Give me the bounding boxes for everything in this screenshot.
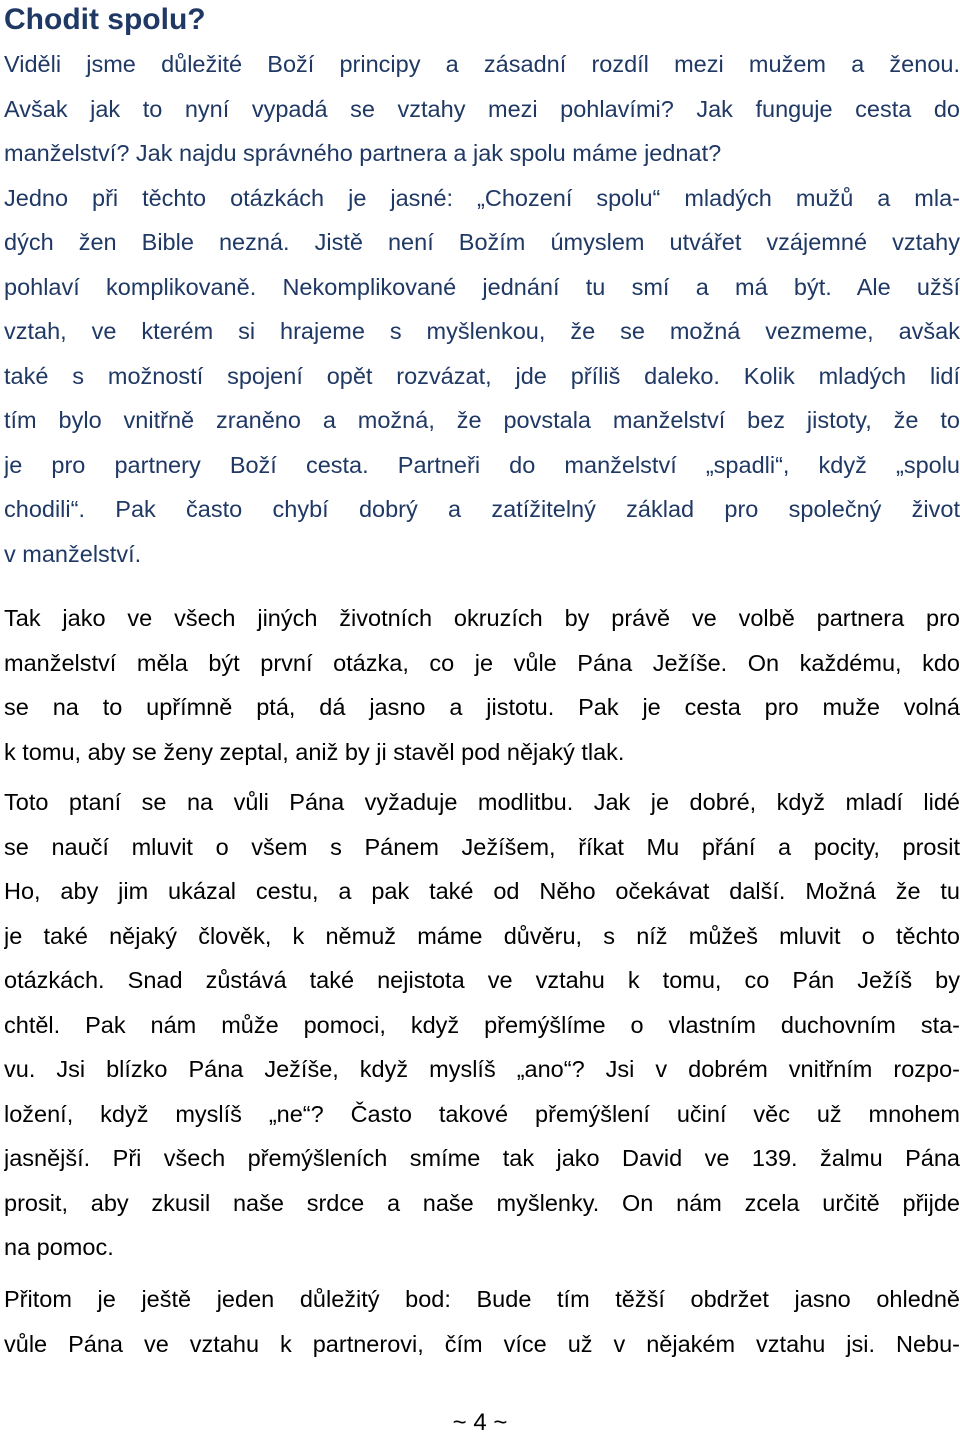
text-line: se naučí mluvit o všem s Pánem Ježíšem, říkat Mu přání a pocity, prosit bbox=[4, 833, 960, 860]
text-line: ložení, když myslíš „ne“? Často takové přemýšlení učiní věc už mnohem bbox=[4, 1100, 960, 1127]
text-line: Tak jako ve všech jiných životních okruzích by právě ve volbě partnera pro bbox=[4, 605, 960, 631]
text-line: Ho, aby jim ukázal cestu, a pak také od Něho očekávat další. Možná že tu bbox=[4, 878, 960, 904]
text-line: se na to upřímně ptá, dá jasno a jistotu. Pak je cesta pro muže volná bbox=[4, 694, 960, 720]
text-line: chtěl. Pak nám může pomoci, když přemýšlíme o vlastním duchovním sta- bbox=[4, 1011, 960, 1038]
text-line: Avšak jak to nyní vypadá se vztahy mezi pohlavími? Jak funguje cesta do bbox=[4, 95, 960, 122]
text-line: k tomu, aby se ženy zeptal, aniž by ji stavěl pod nějaký tlak. bbox=[4, 738, 625, 765]
text-line: je také nějaký člověk, k němuž máme důvěru, s níž můžeš mluvit o těchto bbox=[4, 922, 960, 949]
text-line: Přitom je ještě jeden důležitý bod: Bude tím těžší obdržet jasno ohledně bbox=[4, 1286, 960, 1312]
text-line: pohlaví komplikovaně. Nekomplikované jednání tu smí a má být. Ale užší bbox=[4, 273, 960, 300]
text-line: Toto ptaní se na vůli Pána vyžaduje modlitbu. Jak je dobré, když mladí lidé bbox=[4, 789, 960, 815]
text-line: vůle Pána ve vztahu k partnerovi, čím více už v nějakém vztahu jsi. Nebu- bbox=[4, 1330, 960, 1357]
text-line: také s možností spojení opět rozvázat, jde příliš daleko. Kolik mladých lidí bbox=[4, 362, 960, 389]
paragraph-1 bbox=[4, 42, 960, 576]
text-line: tím bylo vnitřně zraněno a možná, že povstala manželství bez jistoty, že to bbox=[4, 407, 960, 433]
text-line: Viděli jsme důležité Boží principy a zásadní rozdíl mezi mužem a ženou. bbox=[4, 51, 960, 77]
text-line: Jedno při těchto otázkách je jasné: „Chození spolu“ mladých mužů a mla- bbox=[4, 184, 960, 211]
text-line: prosit, aby zkusil naše srdce a naše myšlenky. On nám zcela určitě přijde bbox=[4, 1189, 960, 1216]
page-title: Chodit spolu? bbox=[4, 3, 206, 36]
paragraph-2 bbox=[4, 596, 960, 774]
text-line: na pomoc. bbox=[4, 1234, 114, 1260]
paragraph-3 bbox=[4, 780, 960, 1270]
text-line: jasnější. Při všech přemýšleních smíme tak jako David ve 139. žalmu Pána bbox=[4, 1145, 960, 1171]
page-number: ~ 4 ~ bbox=[452, 1409, 508, 1436]
text-line: chodili“. Pak často chybí dobrý a zatížitelný základ pro společný život bbox=[4, 496, 960, 522]
text-line: vztah, ve kterém si hrajeme s myšlenkou, že se možná vezmeme, avšak bbox=[4, 318, 960, 344]
text-line: je pro partnery Boží cesta. Partneři do manželství „spadli“, když „spolu bbox=[4, 451, 960, 478]
text-line: manželství měla být první otázka, co je vůle Pána Ježíše. On každému, kdo bbox=[4, 649, 960, 676]
text-line: vu. Jsi blízko Pána Ježíše, když myslíš „ano“? Jsi v dobrém vnitřním rozpo- bbox=[4, 1056, 960, 1082]
paragraph-4 bbox=[4, 1277, 960, 1366]
text-line: manželství? Jak najdu správného partnera a jak spolu máme jednat? bbox=[4, 140, 722, 166]
text-line: dých žen Bible nezná. Jistě není Božím úmyslem utvářet vzájemné vztahy bbox=[4, 229, 960, 255]
text-line: otázkách. Snad zůstává také nejistota ve vztahu k tomu, co Pán Ježíš by bbox=[4, 967, 960, 993]
text-line: v manželství. bbox=[4, 540, 142, 567]
